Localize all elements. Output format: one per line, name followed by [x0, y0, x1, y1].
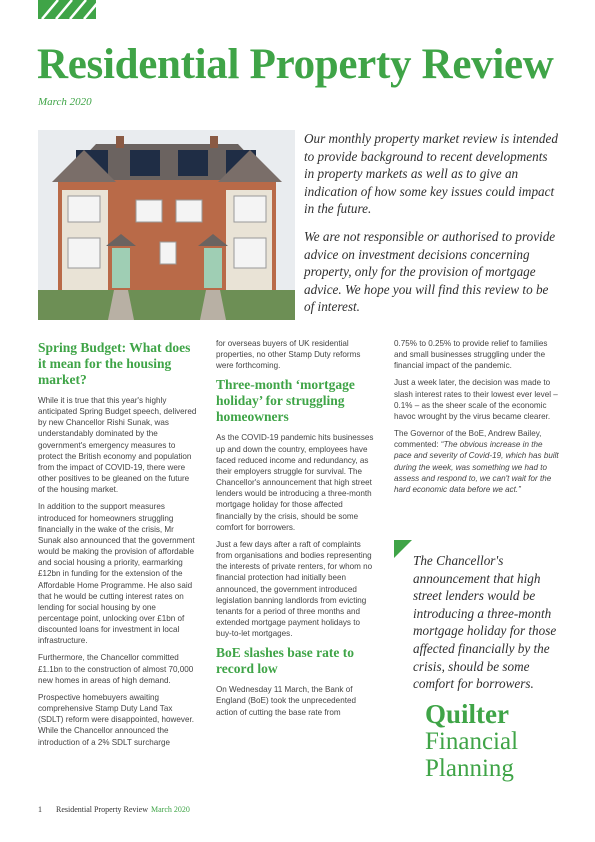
article-column-1: [38, 338, 198, 754]
diagonal-stripes-icon: [38, 0, 96, 19]
page-title: Residential Property Review: [37, 41, 554, 88]
article-column-3: [394, 338, 559, 501]
section-heading-mortgage-holiday: Three-month ‘mortgage holiday’ for struggling homeowners: [216, 377, 355, 425]
article-column-2: [216, 338, 376, 724]
body-paragraph: Furthermore, the Chancellor committed £1.1bn to the construction of almost 70,000 new homes in areas of high demand.: [38, 653, 194, 685]
page-number: 1: [38, 805, 42, 814]
decorative-top-bar: [38, 0, 96, 19]
logo-line-3: Planning: [425, 755, 514, 782]
quilter-logo: [425, 700, 565, 782]
body-paragraph: In addition to the support measures introduced for homeowners struggling financially in the wake of the crisis, Mr Sunak also announced that the government would be making the provision of affordable and social housing a priority, earmarking £12bn in funding for the extension of the Affordable Home Programme. He also said that he would be cutting interest rates on lending for social housing by one percentage point, unlocking over £1bn of discounted loans for investment in local infrastructure.: [38, 502, 195, 646]
pull-quote-text: The Chancellor's announcement that high street lenders would be introducing a three-month mortgage holiday for those affected financially by the crisis, should be some comfort for borrowers.: [413, 553, 557, 692]
intro-paragraph: Our monthly property market review is intended to provide background to recent developments in property markets as well as to give an indication of how some key issues could impact in the future.: [304, 131, 558, 217]
footer-date: March 2020: [150, 805, 190, 814]
body-paragraph: Just a week later, the decision was made to slash interest rates to their lowest ever level – 0.1% – as the sheer scale of the economic havoc wrought by the virus became clearer.: [394, 378, 558, 421]
section-heading-spring-budget: Spring Budget: What does it mean for the housing market?: [38, 340, 191, 387]
body-paragraph: Prospective homebuyers awaiting comprehensive Stamp Duty Land Tax (SDLT) reform were disappointed, however. While the Chancellor announced the introduction of a 2% SDLT surcharge: [38, 692, 194, 747]
body-paragraph: As the COVID-19 pandemic hits businesses up and down the country, employees have faced reduced income and redundancy, as their employers struggle for survival. The Chancellor's announcement that high street lenders would be introducing a three-month mortgage holiday for those affected financially by the crisis, should be some comfort for borrowers.: [216, 433, 374, 532]
quote-intro: The Governor of the BoE, Andrew Bailey, commented:: [394, 429, 542, 450]
pull-quote: [394, 540, 564, 690]
body-paragraph: 0.75% to 0.25% to provide relief to families and small businesses struggling under the financial impact of the pandemic.: [394, 339, 548, 371]
body-paragraph: On Wednesday 11 March, the Bank of England (BoE) took the unprecedented action of cutting the base rate from: [216, 685, 356, 717]
body-paragraph: While it is true that this year's highly anticipated Spring Budget speech, delivered by new Chancellor Rishi Sunak, was understandably dominated by the government's emergency measures to protect the British economy and population from the impact of COVID-19, there were other positives to be gleaned on the future of the housing market.: [38, 396, 197, 495]
body-paragraph: Just a few days after a raft of complaints from organisations and bodies representing the interests of private renters, for whom no financial protection had initially been announced, the government introduced legislation banning landlords from evicting tenants for a period of three months and extended mortgage payment holidays to buy-to-let mortgages.: [216, 539, 373, 639]
logo-line-1: Quilter: [425, 699, 509, 729]
governor-quote: “The obvious increase in the pace and severity of Covid-19, which has built during the week, was something we had to assess and respond to, we can't wait for the hard economic data before we act.”: [394, 440, 559, 494]
page-footer: [38, 805, 190, 814]
intro-paragraph: We are not responsible or authorised to provide advice on investment decisions concerning property, only for the provision of mortgage advice. We hope you will find this review to be of interest.: [304, 228, 556, 315]
body-paragraph: for overseas buyers of UK residential properties, no other Stamp Duty reforms were forthcoming.: [216, 339, 361, 371]
hero-image: [38, 130, 295, 320]
issue-date: March 2020: [38, 96, 92, 108]
intro-text: [304, 130, 559, 316]
footer-title: Residential Property Review: [56, 805, 148, 814]
body-paragraph: [394, 428, 559, 495]
corner-triangle-icon: [394, 540, 412, 558]
logo-line-2: Financial: [425, 728, 519, 755]
section-heading-boe-base-rate: BoE slashes base rate to record low: [216, 645, 354, 677]
